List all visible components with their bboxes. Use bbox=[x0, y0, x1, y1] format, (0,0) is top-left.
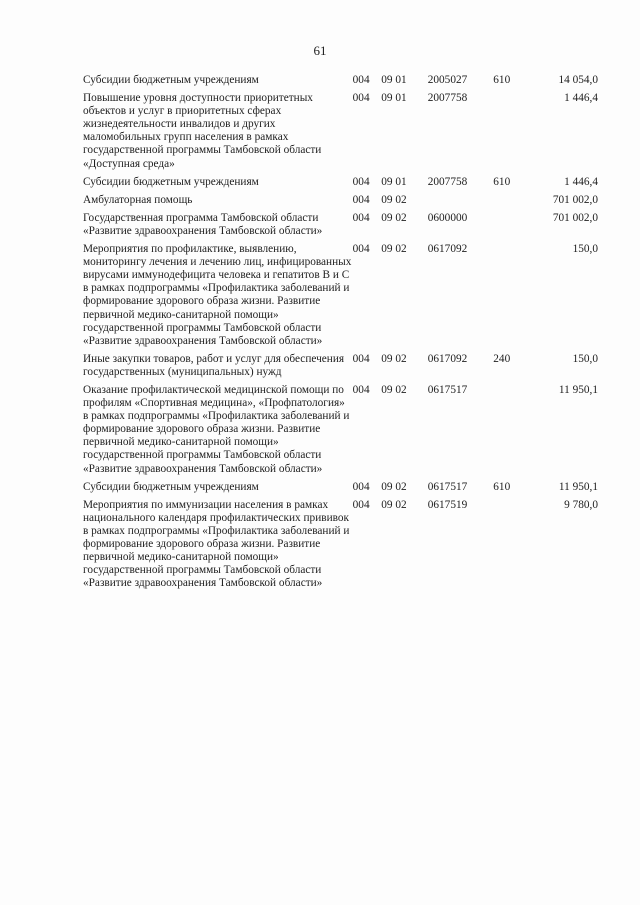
table-row bbox=[83, 176, 598, 194]
row-expense-type bbox=[493, 243, 535, 353]
table-row bbox=[83, 212, 598, 243]
row-sum: 150,0 bbox=[572, 352, 598, 365]
row-expense-type: 610 bbox=[493, 74, 511, 86]
row-section-code: 09 01 bbox=[381, 74, 407, 86]
table-row bbox=[83, 92, 598, 176]
page-number: 61 bbox=[313, 43, 327, 58]
row-target-code: 0617519 bbox=[427, 498, 468, 511]
row-expense-type bbox=[493, 92, 535, 176]
row-sum: 701 002,0 bbox=[552, 211, 598, 224]
row-target-code: 0600000 bbox=[427, 211, 468, 224]
row-admin-code: 004 bbox=[352, 243, 370, 256]
row-name: Мероприятия по профилактике, выявлению, мониторингу лечения и лечению лиц, инфицированных вирусами иммунодефицита человека и гепатитов В и С в рамках подпрограммы «Профилактика заболеваний и формирование здорового образа жизни. Развитие первичной медико-санитарной помощи» государственной программы Тамбовской области «Развитие здравоохранения Тамбовской области» bbox=[83, 243, 352, 347]
row-name: Оказание профилактической медицинской помощи по профилям «Спортивная медицина», «Профпатология» в рамках подпрограммы «Профилактика заболеваний и формирование здорового образа жизни. Развитие первичной медико-санитарной помощи» государственной программы Тамбовской области «Развитие здравоохранения Тамбовской области» bbox=[83, 383, 350, 475]
row-section-code: 09 02 bbox=[381, 480, 407, 493]
row-expense-type bbox=[493, 212, 535, 243]
row-name: Субсидии бюджетным учреждениям bbox=[83, 480, 259, 493]
row-admin-code: 004 bbox=[352, 92, 370, 105]
row-target-code: 0617092 bbox=[427, 352, 468, 365]
row-section-code: 09 02 bbox=[381, 193, 407, 206]
row-expense-type bbox=[493, 194, 535, 212]
row-sum: 9 780,0 bbox=[564, 498, 598, 511]
row-section-code: 09 02 bbox=[381, 383, 407, 396]
row-name: Государственная программа Тамбовской области «Развитие здравоохранения Тамбовской области» bbox=[83, 211, 323, 237]
table-row bbox=[83, 384, 598, 481]
table-row bbox=[83, 243, 598, 353]
row-admin-code: 004 bbox=[352, 193, 370, 206]
row-expense-type: 240 bbox=[493, 352, 511, 365]
row-admin-code: 004 bbox=[352, 498, 370, 511]
row-name: Амбулаторная помощь bbox=[83, 193, 193, 206]
row-name: Мероприятия по иммунизации населения в рамках национального календаря профилактических прививок в рамках подпрограммы «Профилактика заболеваний и формирование здорового образа жизни. Развитие первичной медико-санитарной помощи» государственной программы Тамбовской области «Развитие здравоохранения Тамбовской области» bbox=[83, 498, 350, 590]
row-sum: 150,0 bbox=[572, 243, 598, 256]
row-expense-type: 610 bbox=[493, 175, 511, 188]
row-target-code: 0617517 bbox=[427, 383, 468, 396]
row-admin-code: 004 bbox=[352, 74, 370, 86]
row-target-code: 2007758 bbox=[427, 92, 468, 105]
row-section-code: 09 02 bbox=[381, 211, 407, 224]
row-target-code: 2007758 bbox=[427, 175, 468, 188]
row-section-code: 09 02 bbox=[381, 352, 407, 365]
table-row bbox=[83, 194, 598, 212]
row-name: Субсидии бюджетным учреждениям bbox=[83, 74, 259, 86]
row-section-code: 09 02 bbox=[381, 498, 407, 511]
row-expense-type bbox=[493, 499, 535, 596]
row-target-code: 0617092 bbox=[427, 243, 468, 256]
row-expense-type bbox=[493, 384, 535, 481]
row-target-code: 2005027 bbox=[427, 74, 468, 86]
row-admin-code: 004 bbox=[352, 480, 370, 493]
row-sum: 11 950,1 bbox=[558, 480, 598, 493]
row-sum: 14 054,0 bbox=[558, 74, 598, 86]
row-sum: 11 950,1 bbox=[558, 383, 598, 396]
table-row bbox=[83, 481, 598, 499]
table-row bbox=[83, 353, 598, 384]
row-section-code: 09 02 bbox=[381, 243, 407, 256]
row-admin-code: 004 bbox=[352, 175, 370, 188]
table-row bbox=[83, 74, 598, 92]
row-admin-code: 004 bbox=[352, 352, 370, 365]
budget-table bbox=[83, 74, 598, 595]
row-admin-code: 004 bbox=[352, 383, 370, 396]
row-target-code bbox=[428, 194, 494, 212]
table-row bbox=[83, 499, 598, 596]
row-sum: 1 446,4 bbox=[564, 92, 598, 105]
budget-table-body bbox=[83, 74, 598, 595]
row-name: Субсидии бюджетным учреждениям bbox=[83, 175, 259, 188]
row-target-code: 0617517 bbox=[427, 480, 468, 493]
row-admin-code: 004 bbox=[352, 211, 370, 224]
row-name: Повышение уровня доступности приоритетных объектов и услуг в приоритетных сферах жизнедеятельности инвалидов и других маломобильных групп населения в рамках государственной программы Тамбовской области «Доступная среда» bbox=[83, 92, 322, 170]
row-section-code: 09 01 bbox=[381, 92, 407, 105]
row-name: Иные закупки товаров, работ и услуг для обеспечения государственных (муниципальных) нужд bbox=[83, 352, 345, 378]
row-sum: 701 002,0 bbox=[552, 193, 598, 206]
row-section-code: 09 01 bbox=[381, 175, 407, 188]
row-sum: 1 446,4 bbox=[564, 175, 598, 188]
row-expense-type: 610 bbox=[493, 480, 511, 493]
